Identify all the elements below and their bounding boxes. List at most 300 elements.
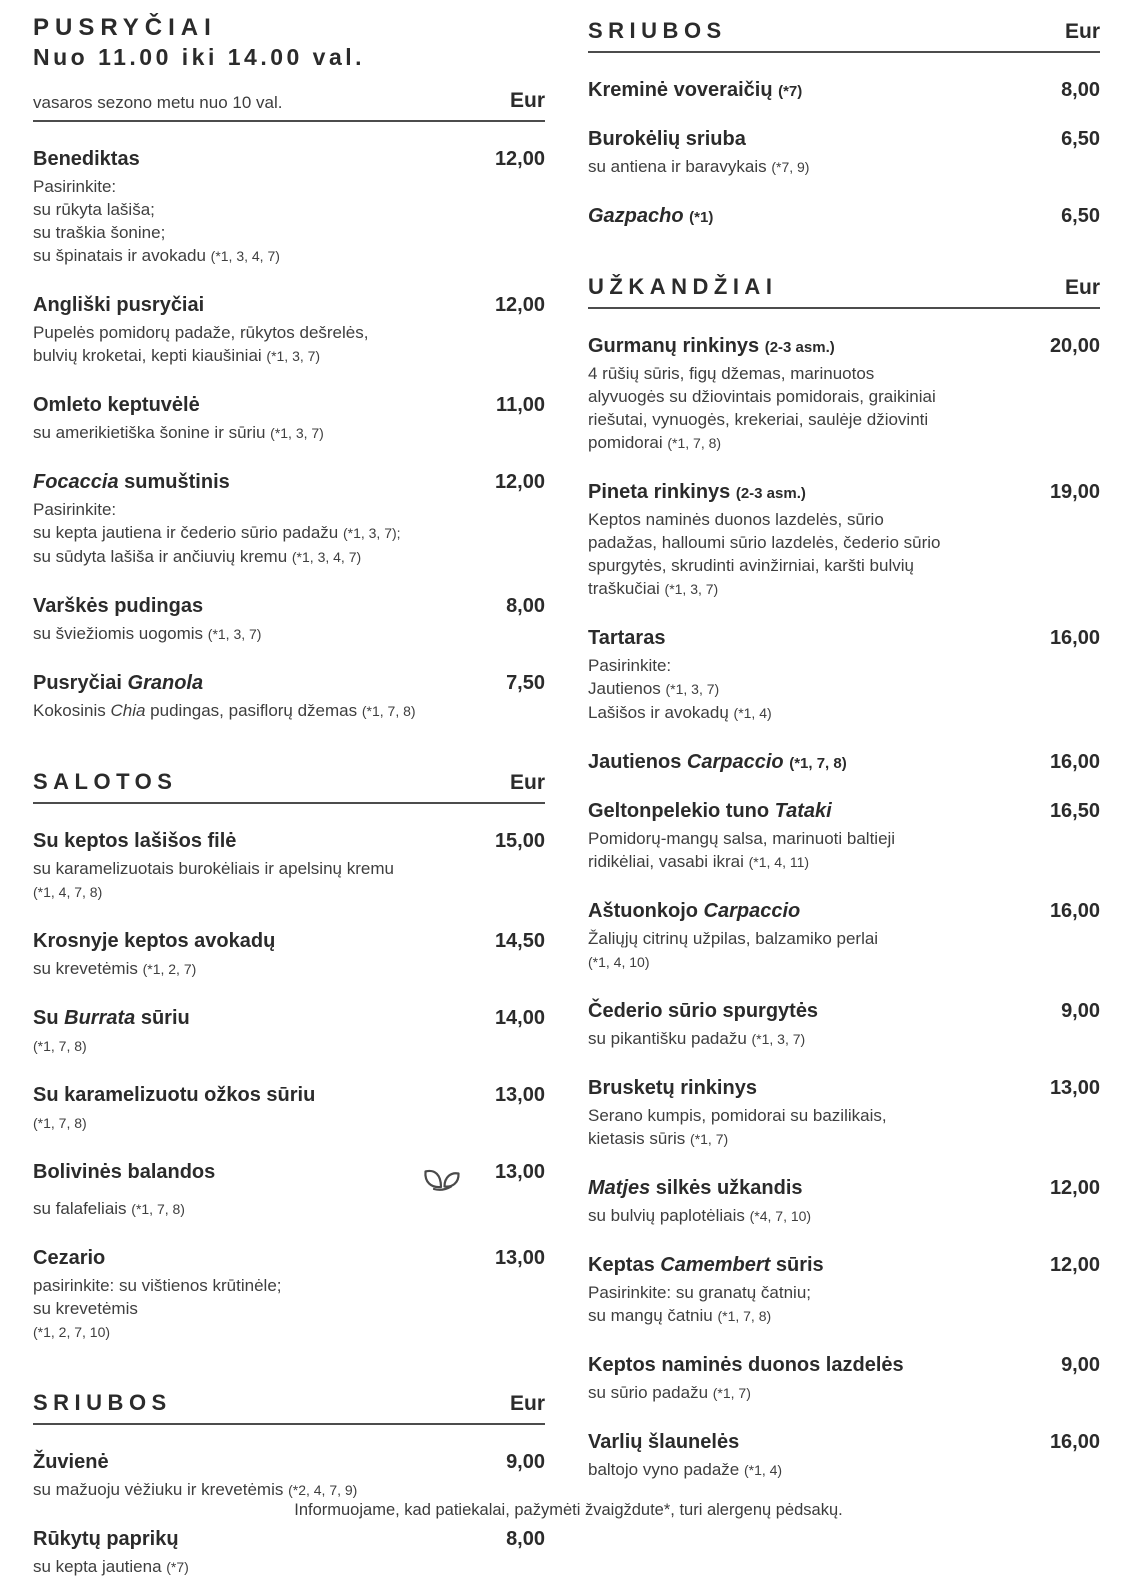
desc-segment: baltojo vyno padaže [588, 1460, 744, 1479]
section-header-row [588, 18, 1100, 53]
item-name [588, 900, 1050, 923]
menu-item [588, 205, 1100, 228]
item-description-line [588, 362, 1100, 385]
item-name [588, 335, 1050, 358]
item-name-segment: (2-3 asm.) [735, 485, 806, 502]
item-description-line [588, 850, 1100, 874]
item-name [33, 930, 495, 953]
menu-item-row [588, 627, 1100, 650]
item-name-segment: Cezario [33, 1247, 106, 1270]
item-description [588, 1458, 1100, 1482]
desc-segment: 4 rūšių sūris, figų džemas, marinuotos [588, 364, 875, 383]
menu-column-right [588, 0, 1100, 1536]
desc-segment: (*1, 7) [712, 1385, 751, 1401]
item-name-segment: Carpaccio [686, 751, 784, 773]
item-name-segment: Bolivinės balandos [33, 1161, 216, 1184]
item-name-segment: Brusketų rinkinys [588, 1077, 757, 1099]
item-description-line [33, 545, 545, 569]
item-description-line [33, 521, 545, 545]
menu-item-row [33, 1451, 545, 1474]
item-name-segment: Krosnyje keptos avokadų [33, 930, 276, 953]
desc-segment: Serano kumpis, pomidorai su bazilikais, [588, 1106, 887, 1125]
item-description [33, 498, 545, 569]
item-price: 6,50 [1061, 128, 1100, 150]
item-price: 16,00 [1049, 751, 1100, 773]
desc-segment: traškučiai [588, 579, 665, 598]
item-name [588, 205, 1061, 228]
item-name-segment: (2-3 asm.) [764, 339, 835, 356]
menu-item [588, 1000, 1100, 1051]
menu-item-row [588, 79, 1100, 102]
item-description-line [588, 950, 1100, 974]
item-description [588, 654, 1100, 725]
item-description [588, 155, 1100, 179]
item-description-line [588, 1104, 1100, 1127]
item-description-line [588, 701, 1100, 725]
item-description [33, 1111, 545, 1135]
desc-segment: su bulvių paplotėliais [588, 1206, 750, 1225]
item-name [33, 1084, 495, 1107]
item-name-segment: Čederio sūrio spurgytės [588, 1000, 819, 1022]
item-price: 16,00 [1049, 900, 1100, 922]
item-price: 16,00 [1049, 627, 1100, 649]
item-name-segment: Gazpacho [588, 205, 684, 227]
item-name-segment: Burrata [64, 1007, 136, 1030]
item-description-line [33, 221, 545, 244]
item-name-segment: Gurmanų rinkinys [588, 335, 765, 357]
desc-segment: (*1, 3, 4, 7) [291, 549, 362, 566]
section-title: UŽKANDŽIAI [588, 274, 778, 299]
item-name-segment: Aštuonkojo [588, 900, 704, 922]
menu-section-sriubos [588, 18, 1100, 228]
item-name-segment: Omleto keptuvėlė [33, 394, 200, 417]
desc-segment: su mažuoju vėžiuku ir krevetėmis [33, 1480, 289, 1500]
item-description-line [588, 431, 1100, 455]
menu-item-row [33, 1007, 545, 1030]
menu-item [588, 627, 1100, 725]
item-name-segment: Focaccia [33, 471, 119, 494]
item-name-segment: Rūkytų paprikų [33, 1528, 179, 1551]
desc-segment: su špinatais ir avokadu [33, 246, 211, 266]
desc-segment: su falafeliais [33, 1199, 132, 1219]
item-description-line [33, 321, 545, 344]
desc-segment: (*1, 3, 7) [665, 681, 720, 697]
section-header-row [33, 769, 545, 804]
item-description-line [588, 1281, 1100, 1304]
item-name-segment: Su keptos lašišos filė [33, 830, 237, 853]
desc-segment: (*1, 7, 8) [33, 1038, 87, 1055]
item-description [33, 857, 545, 904]
item-description-line [588, 827, 1100, 850]
menu-item [588, 1354, 1100, 1405]
item-name-segment: Benediktas [33, 148, 140, 171]
leaf-icon [421, 1161, 463, 1193]
item-name [33, 148, 495, 171]
desc-segment: (*1, 4, 7, 8) [33, 884, 103, 901]
section-header-row [33, 89, 545, 122]
currency-label: Eur [1064, 20, 1100, 43]
item-price: 7,50 [506, 672, 545, 695]
item-price: 6,50 [1061, 205, 1100, 227]
menu-item [33, 471, 545, 569]
item-description-line [33, 699, 545, 723]
section-heading [33, 12, 545, 73]
item-name-segment: Keptas [588, 1254, 661, 1276]
menu-section-salotos [33, 769, 545, 1344]
item-description-line [588, 1127, 1100, 1151]
item-name-segment: (*1) [689, 209, 714, 226]
item-description [33, 1274, 545, 1344]
item-description-line [588, 1458, 1100, 1482]
item-name-segment: Geltonpelekio tuno [588, 800, 775, 822]
desc-segment: (*1, 7, 8) [717, 1308, 772, 1324]
item-description-line [588, 531, 1100, 554]
currency-label: Eur [1064, 276, 1100, 299]
item-price: 8,00 [506, 1528, 545, 1551]
item-name-segment: Camembert [660, 1254, 771, 1276]
item-price: 12,00 [1049, 1177, 1100, 1199]
item-description-line [588, 927, 1100, 950]
item-description-line [588, 677, 1100, 701]
item-description [33, 1555, 545, 1579]
menu-item-row [588, 1000, 1100, 1023]
item-name [588, 1177, 1050, 1200]
desc-segment: su antiena ir baravykais [588, 157, 772, 176]
desc-segment: pomidorai [588, 433, 668, 452]
desc-segment: Pasirinkite: [33, 500, 117, 520]
menu-item-row [33, 148, 545, 171]
desc-segment: (*1, 4, 11) [748, 854, 810, 870]
menu-item [33, 1161, 545, 1221]
desc-segment: kietasis sūris [588, 1129, 691, 1148]
menu-item-row [588, 800, 1100, 823]
menu-title-line: PUSRYČIAI [33, 14, 217, 41]
desc-segment: (*7, 9) [771, 159, 810, 175]
menu-item [33, 595, 545, 646]
item-description-line [33, 1555, 545, 1579]
item-name-segment: Pusryčiai [33, 672, 128, 695]
menu-item-row [33, 394, 545, 417]
desc-segment: (*1, 2, 7, 10) [33, 1324, 111, 1341]
item-description-line [33, 880, 545, 904]
desc-segment: (*1, 7) [690, 1131, 729, 1147]
item-price: 13,00 [494, 1247, 545, 1270]
desc-segment: Pasirinkite: [33, 177, 117, 197]
menu-item-row [33, 1528, 545, 1551]
item-name [588, 1077, 1050, 1100]
desc-segment: bulvių kroketai, kepti kiaušiniai [33, 346, 267, 366]
item-name [33, 394, 496, 417]
item-description-line [33, 498, 545, 521]
item-price: 12,00 [1049, 1254, 1100, 1276]
menu-item [588, 1431, 1100, 1482]
item-description [33, 699, 545, 723]
item-name [588, 79, 1061, 102]
section-header-row [588, 274, 1100, 309]
item-name [588, 481, 1050, 504]
desc-segment: (*1, 3, 7) [266, 348, 321, 365]
item-name [33, 1528, 506, 1551]
item-name-segment: Tartaras [588, 627, 666, 649]
desc-segment: padažas, halloumi sūrio lazdelės, čederio sūrio [588, 533, 941, 552]
item-description [588, 508, 1100, 601]
item-price: 13,00 [494, 1084, 545, 1107]
item-name-segment: (*1, 7, 8) [789, 755, 847, 772]
menu-item-row [33, 930, 545, 953]
desc-segment: ridikėliai, vasabi ikrai [588, 852, 749, 871]
menu-item-row [33, 1161, 545, 1193]
item-description [33, 1478, 545, 1502]
desc-segment: (*4, 7, 10) [749, 1208, 812, 1224]
desc-segment: Pomidorų-mangų salsa, marinuoti baltieji [588, 829, 896, 848]
desc-segment: su sūrio padažu [588, 1383, 713, 1402]
item-name [33, 294, 495, 317]
currency-label: Eur [509, 89, 545, 113]
menu-item-row [588, 900, 1100, 923]
desc-segment: (*1, 7, 8) [131, 1201, 185, 1218]
item-price: 19,00 [1049, 481, 1100, 503]
desc-segment: (*1, 4) [743, 1462, 783, 1478]
item-description-line [33, 622, 545, 646]
item-description-line [588, 508, 1100, 531]
item-description [33, 175, 545, 268]
section-header-row [33, 1390, 545, 1425]
desc-segment: (*1, 3, 7) [751, 1031, 806, 1047]
menu-item [33, 394, 545, 445]
section-subtitle: vasaros sezono metu nuo 10 val. [33, 93, 283, 113]
menu-item-row [33, 830, 545, 853]
menu-item-row [33, 294, 545, 317]
desc-segment: (*1, 4, 10) [588, 954, 650, 970]
menu-item [588, 1177, 1100, 1228]
item-description [588, 1104, 1100, 1151]
item-description-line [33, 1111, 545, 1135]
item-name-segment: sūris [770, 1254, 824, 1276]
item-description-line [33, 198, 545, 221]
item-description-line [33, 1320, 545, 1344]
item-description-line [33, 1034, 545, 1058]
item-name-segment: Carpaccio [703, 900, 801, 922]
item-description [588, 927, 1100, 974]
item-price: 13,00 [494, 1161, 545, 1184]
item-description [33, 622, 545, 646]
menu-item-row [588, 751, 1100, 774]
menu-item [33, 148, 545, 268]
desc-segment: su mangų čatniu [588, 1306, 718, 1325]
item-price: 12,00 [494, 294, 545, 317]
menu-item [588, 751, 1100, 774]
menu-item-row [588, 1177, 1100, 1200]
item-description [33, 421, 545, 445]
item-name [588, 800, 1050, 823]
item-price: 14,00 [494, 1007, 545, 1030]
item-name-segment: Žuvienė [33, 1451, 109, 1474]
item-name [588, 1354, 1061, 1377]
desc-segment: su karamelizuotais burokėliais ir apelsinų kremu [33, 859, 394, 879]
item-name [588, 128, 1061, 151]
desc-segment: Kokosinis [33, 701, 111, 721]
menu-item [33, 1247, 545, 1344]
item-description [33, 1197, 545, 1221]
menu-item [588, 128, 1100, 179]
menu-item-row [33, 1247, 545, 1270]
desc-segment: (*1, 7, 8) [361, 703, 416, 720]
item-name [33, 1161, 421, 1184]
desc-segment: (*1, 7, 8) [667, 435, 722, 451]
menu-item-row [588, 1354, 1100, 1377]
menu-title-line: Nuo 11.00 iki 14.00 val. [33, 44, 366, 71]
item-description-line [33, 1197, 545, 1221]
item-price: 11,00 [496, 394, 545, 417]
currency-label: Eur [509, 1392, 545, 1416]
desc-segment: su kepta jautiena [33, 1557, 167, 1577]
item-description-line [588, 1304, 1100, 1328]
item-name [33, 595, 506, 618]
item-description-line [588, 1204, 1100, 1228]
section-title: SALOTOS [33, 769, 178, 795]
menu-item-row [588, 205, 1100, 228]
item-price: 14,50 [494, 930, 545, 953]
menu-item-row [33, 672, 545, 695]
item-name-segment: Tataki [774, 800, 832, 822]
desc-segment: su krevetėmis [33, 1299, 138, 1319]
item-name [33, 1451, 506, 1474]
section-title: SRIUBOS [33, 1390, 172, 1416]
desc-segment: (*1, 3, 7) [207, 626, 262, 643]
menu-item [588, 1077, 1100, 1151]
item-name-segment: Jautienos [588, 751, 687, 773]
desc-segment: alyvuogės su džiovintais pomidorais, graikiniai [588, 387, 936, 406]
item-description-line [33, 421, 545, 445]
item-name-segment: Burokėlių sriuba [588, 128, 746, 150]
footer-note: Informuojame, kad patiekalai, pažymėti žvaigždute*, turi alergenų pėdsakų. [294, 1501, 843, 1519]
desc-segment: su pikantišku padažu [588, 1029, 752, 1048]
item-description-line [33, 957, 545, 981]
item-description [588, 1204, 1100, 1228]
menu-item-row [588, 335, 1100, 358]
menu-item [33, 1084, 545, 1135]
desc-segment: su amerikietiška šonine ir sūriu [33, 423, 271, 443]
menu-item [33, 1007, 545, 1058]
menu-item-row [588, 1431, 1100, 1454]
item-name-segment: Pineta rinkinys [588, 481, 736, 503]
menu-item [33, 830, 545, 904]
item-price: 16,50 [1049, 800, 1100, 822]
desc-segment: spurgytės, skrudinti avinžirniai, karšti bulvių [588, 556, 914, 575]
menu-item [33, 672, 545, 723]
item-price: 9,00 [1061, 1000, 1100, 1022]
item-name [588, 1000, 1061, 1023]
desc-segment: su sūdyta lašiša ir ančiuvių kremu [33, 547, 292, 567]
menu-item [33, 930, 545, 981]
item-name-segment: Kreminė voveraičių [588, 79, 779, 101]
menu-item [588, 79, 1100, 102]
menu-item-row [33, 471, 545, 494]
menu-item [588, 900, 1100, 974]
item-price: 12,00 [494, 471, 545, 494]
item-description-line [588, 1381, 1100, 1405]
desc-segment: (*7) [166, 1559, 189, 1576]
item-name-segment: Varškės pudingas [33, 595, 204, 618]
item-name [588, 1431, 1050, 1454]
currency-label: Eur [509, 771, 545, 795]
desc-segment: (*1, 3, 7); [342, 525, 401, 542]
item-description-line [33, 857, 545, 880]
desc-segment: (*1, 3, 7) [270, 425, 324, 442]
item-name [33, 1007, 495, 1030]
item-name-segment: (*7) [778, 83, 803, 100]
item-price: 9,00 [506, 1451, 545, 1474]
item-description-line [588, 1027, 1100, 1051]
item-description-line [33, 175, 545, 198]
desc-segment: Pasirinkite: [588, 656, 672, 675]
menu-item-row [588, 1077, 1100, 1100]
menu-item [588, 481, 1100, 601]
item-description-line [588, 577, 1100, 601]
item-description-line [588, 155, 1100, 179]
item-description-line [588, 654, 1100, 677]
menu-item-row [588, 481, 1100, 504]
item-price: 16,00 [1049, 1431, 1100, 1453]
section-title: SRIUBOS [588, 18, 727, 43]
item-description [588, 1281, 1100, 1328]
item-description-line [33, 1478, 545, 1502]
menu-item [588, 1254, 1100, 1328]
item-description [33, 957, 545, 981]
desc-segment: Lašišos ir avokadų [588, 703, 734, 722]
item-price: 12,00 [494, 148, 545, 171]
item-price: 20,00 [1049, 335, 1100, 357]
item-name-segment: Angliški pusryčiai [33, 294, 205, 317]
desc-segment: pudingas, pasiflorų džemas [145, 701, 362, 721]
item-description [33, 1034, 545, 1058]
item-name-segment: Granola [127, 672, 204, 695]
desc-segment: (*1, 7, 8) [33, 1115, 87, 1132]
item-price: 15,00 [494, 830, 545, 853]
item-name-segment: Matjes [588, 1177, 651, 1199]
item-description-line [33, 244, 545, 268]
desc-segment: Pupelės pomidorų padaže, rūkytos dešrelės, [33, 323, 369, 343]
item-description [33, 321, 545, 368]
item-name [588, 751, 1050, 774]
item-name-segment: sūriu [135, 1007, 190, 1030]
item-name-segment: Varlių šlaunelės [588, 1431, 740, 1453]
desc-segment: (*2, 4, 7, 9) [288, 1482, 358, 1499]
menu-item [33, 294, 545, 368]
item-price: 13,00 [1049, 1077, 1100, 1099]
item-price: 8,00 [506, 595, 545, 618]
item-description [588, 827, 1100, 874]
item-description-line [588, 408, 1100, 431]
item-name [588, 1254, 1050, 1277]
desc-segment: pasirinkite: su vištienos krūtinėle; [33, 1276, 282, 1296]
desc-segment: Pasirinkite: su granatų čatniu; [588, 1283, 812, 1302]
menu-item [588, 800, 1100, 874]
item-price: 9,00 [1061, 1354, 1100, 1376]
item-name [33, 672, 506, 695]
item-description-line [33, 1297, 545, 1320]
menu-item-row [33, 1084, 545, 1107]
item-name-segment: silkės užkandis [650, 1177, 803, 1199]
desc-segment: (*1, 3, 7) [664, 581, 719, 597]
menu-section-uzkandziai [588, 274, 1100, 1482]
desc-segment: (*1, 3, 4, 7) [210, 248, 280, 265]
item-description-line [588, 385, 1100, 408]
item-name-segment: Keptos naminės duonos lazdelės [588, 1354, 904, 1376]
desc-segment: Jautienos [588, 679, 666, 698]
item-description-line [588, 554, 1100, 577]
menu-item [33, 1451, 545, 1502]
